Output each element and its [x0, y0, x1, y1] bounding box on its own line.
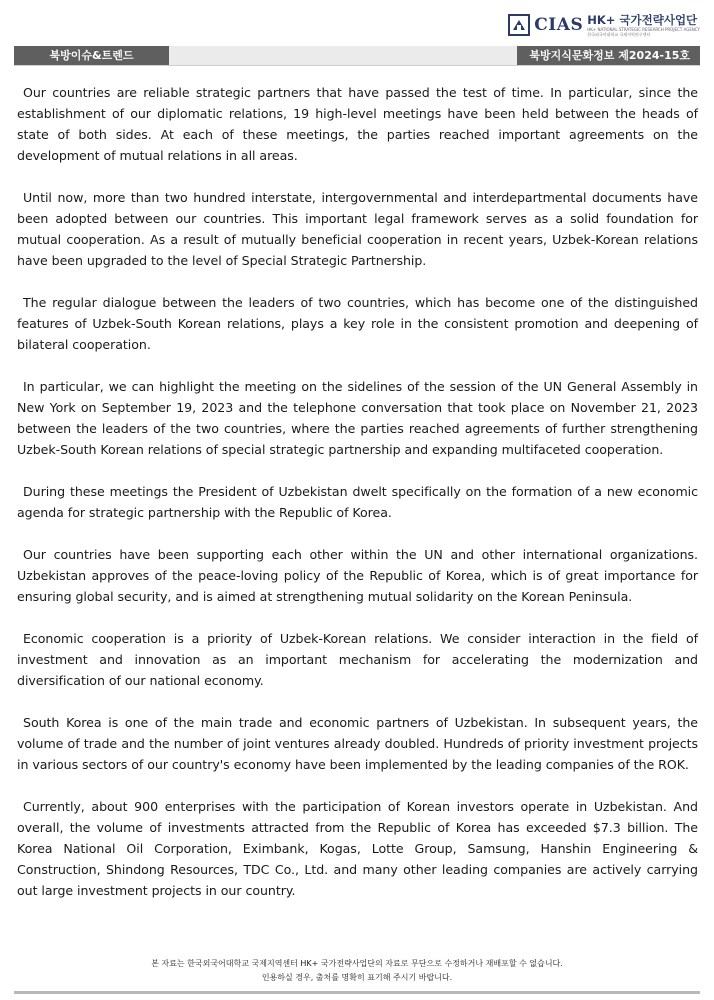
- footer-divider: [14, 991, 700, 994]
- copyright-notice: [0, 957, 714, 985]
- logo-subtitle-en: HK+ NATIONAL STRATEGIC RESEARCH PROJECT AGENCY: [587, 26, 700, 32]
- header-bar: [14, 46, 700, 66]
- paragraph: South Korea is one of the main trade and economic partners of Uzbekistan. In subsequent years, the volume of trade and the number of joint ventures already doubled. Hundreds of priority investment projects in various sectors of our country's economy have been implemented by the leading companies of the ROK.: [17, 715, 698, 772]
- section-tag: 북방이슈&트렌드: [14, 46, 169, 65]
- logo-text-group: [587, 14, 700, 37]
- paragraph: During these meetings the President of Uzbekistan dwelt specifically on the formation of a new economic agenda for strategic partnership with the Republic of Korea.: [17, 484, 698, 520]
- logo-mark-text: CIAS: [534, 15, 584, 35]
- issue-number: 북방지식문화정보 제2024-15호: [517, 46, 700, 65]
- paragraph: Until now, more than two hundred interstate, intergovernmental and interdepartmental documents have been adopted between our countries. This important legal framework serves as a solid foundation for mutual cooperation. As a result of mutually beneficial cooperation in recent years, Uzbek-Korean relations have been upgraded to the level of Special Strategic Partnership.: [17, 190, 698, 268]
- paragraph: Economic cooperation is a priority of Uzbek-Korean relations. We consider interaction in the field of investment and innovation as an important mechanism for accelerating the modernization and diversification of our national economy.: [17, 631, 698, 688]
- paragraph: Our countries have been supporting each other within the UN and other international organizations. Uzbekistan approves of the peace-loving policy of the Republic of Korea, which is of great importance for ensuring global security, and is aimed at strengthening mutual solidarity on the Korean Peninsula.: [17, 547, 698, 604]
- cias-emblem-icon: [508, 14, 530, 36]
- copyright-line-1: 본 자료는 한국외국어대학교 국제지역센터 HK+ 국가전략사업단의 자료로 무단으로 수정하거나 재배포할 수 없습니다.: [151, 959, 563, 968]
- paragraph: Currently, about 900 enterprises with the participation of Korean investors operate in Uzbekistan. And overall, the volume of investments attracted from the Republic of Korea has exceeded $7.3 billion. The Korea National Oil Corporation, Eximbank, Kogas, Lotte Group, Samsung, Hanshin Engineering & Construction, Shindong Resources, TDC Co., Ltd. and many other leading companies are actively carrying out large investment projects in our country.: [17, 799, 698, 898]
- cias-logo: [508, 12, 700, 38]
- paragraph: In particular, we can highlight the meeting on the sidelines of the session of the UN General Assembly in New York on September 19, 2023 and the telephone conversation that took place on November 21, 2023 between the leaders of the two countries, where the parties reached agreements of further strengthening Uzbek-South Korean relations of special strategic partnership and expanding multifaceted cooperation.: [17, 379, 698, 457]
- logo-title: HK+ 국가전략사업단: [587, 12, 698, 27]
- article-body: [17, 82, 698, 922]
- copyright-line-2: 인용하실 경우, 출처를 명확히 표기해 주시기 바랍니다.: [261, 973, 453, 982]
- paragraph: The regular dialogue between the leaders of two countries, which has become one of the distinguished features of Uzbek-South Korean relations, plays a key role in the consistent promotion and deepening of bilateral cooperation.: [17, 295, 698, 352]
- paragraph: Our countries are reliable strategic partners that have passed the test of time. In particular, since the establishment of our diplomatic relations, 19 high-level meetings have been held between the heads of state of both sides. At each of these meetings, the parties reached important agreements on the development of mutual relations in all areas.: [17, 85, 698, 163]
- logo-subtitle-ko: 한국외국어대학교 국제지역연구센터: [587, 31, 651, 37]
